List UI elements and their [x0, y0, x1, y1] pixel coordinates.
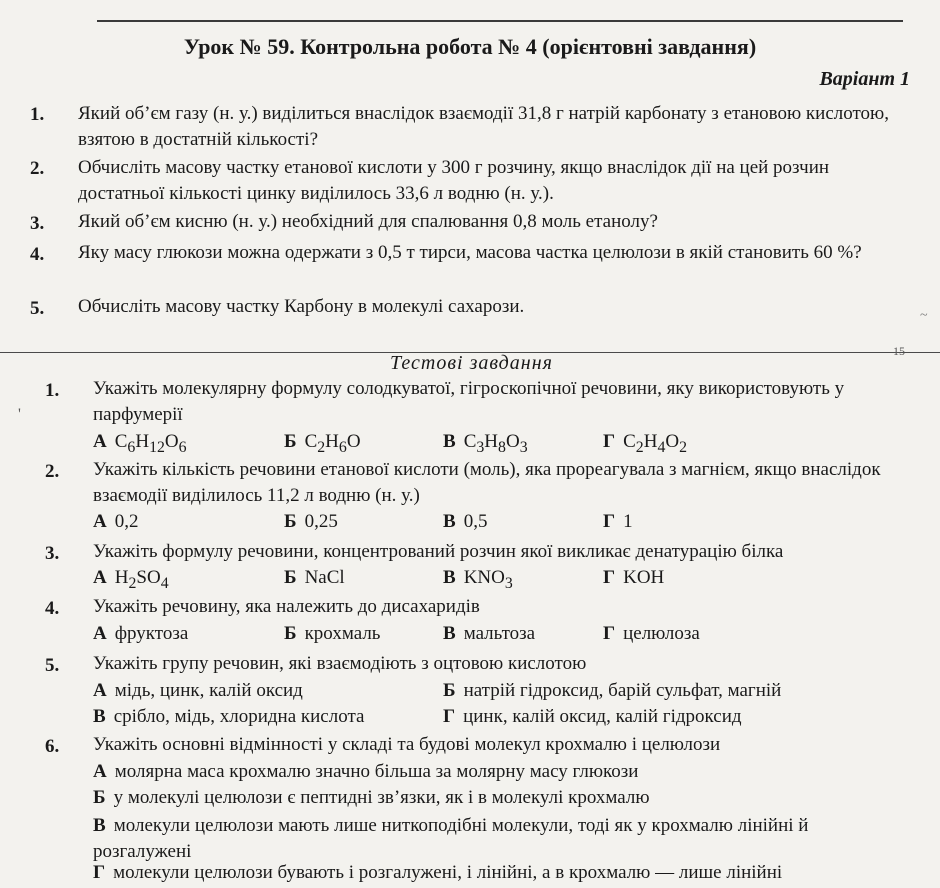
- test-number: 3.: [45, 543, 60, 564]
- test-option: А $C_6H_{12}O_6$: [93, 431, 187, 456]
- task-text: Обчисліть масову частку етанової кислоти у 300 г розчину, якщо внаслідок дії на цей розчин достатньої кількості цинку виділилось 33,6 л водню (н. у.).: [78, 157, 830, 204]
- test-option: В 0,5: [443, 511, 488, 532]
- test-option: Г $C_2H_4O_2$: [603, 431, 688, 456]
- task-number: 5.: [30, 298, 45, 319]
- task-number: 2.: [30, 158, 45, 179]
- task-text: Який об’єм кисню (н. у.) необхідний для спалювання 0,8 моль етанолу?: [78, 211, 658, 232]
- test-question: Укажіть речовину, яка належить до дисахаридів: [93, 596, 480, 617]
- test-question: Укажіть молекулярну формулу солодкуватої, гігроскопічної речовини, яку використовують у парфумерії: [93, 378, 845, 425]
- test-option: Г KOH: [603, 567, 665, 588]
- test-option: А молярна маса крохмалю значно більша за молярну масу глюкози: [93, 761, 639, 782]
- page-number: 15: [893, 344, 905, 358]
- test-option: Г цинк, калій оксид, калій гідроксид: [443, 706, 742, 727]
- test-option: Г целюлоза: [603, 623, 700, 644]
- test-option: А 0,2: [93, 511, 139, 532]
- test-option: Б $C_2H_6O$: [284, 431, 361, 456]
- test-option: В молекули целюлози мають лише ниткоподібні молекули, тоді як у крохмалю лінійні й розгалужені: [93, 815, 809, 862]
- test-number: 5.: [45, 655, 60, 676]
- test-option: А мідь, цинк, калій оксид: [93, 680, 303, 701]
- test-number: 1.: [45, 380, 60, 401]
- test-question: Укажіть групу речовин, які взаємодіють з оцтовою кислотою: [93, 653, 587, 674]
- test-number: 4.: [45, 598, 60, 619]
- top-rule: [97, 20, 903, 22]
- test-option: А фруктоза: [93, 623, 189, 644]
- test-option: В срібло, мідь, хлоридна кислота: [93, 706, 365, 727]
- task-text: Яку масу глюкози можна одержати з 0,5 т тирси, масова частка целюлози в якій становить 60 %?: [78, 242, 862, 263]
- margin-tick: ': [18, 406, 21, 423]
- test-question: Укажіть кількість речовини етанової кислоти (моль), яка прореагувала з магнієм, якщо внаслідок взаємодії виділилось 11,2 л водню (н. у.): [93, 459, 881, 506]
- task-text: Який об’єм газу (н. у.) виділиться внаслідок взаємодії 31,8 г натрій карбонату з етановою кислотою, взятою в достатній кількості?: [78, 103, 889, 150]
- test-question: Укажіть формулу речовини, концентрований розчин якої викликає денатурацію білка: [93, 541, 784, 562]
- task-number: 3.: [30, 213, 45, 234]
- margin-mark: ~: [920, 308, 928, 323]
- test-option: Б NaCl: [284, 567, 345, 588]
- test-option: В $C_3H_8O_3$: [443, 431, 528, 456]
- test-number: 6.: [45, 736, 60, 757]
- tests-heading: Тестові завдання: [390, 352, 553, 374]
- task-text: Обчисліть масову частку Карбону в молекулі сахарози.: [78, 296, 525, 317]
- test-option: Б 0,25: [284, 511, 338, 532]
- test-option: Б крохмаль: [284, 623, 381, 644]
- test-option: Г молекули целюлози бувають і розгалужені, і лінійні, а в крохмалю — лише лінійні: [93, 862, 783, 883]
- test-option: Г 1: [603, 511, 633, 532]
- variant-label: Варіант 1: [819, 68, 910, 90]
- test-option: В мальтоза: [443, 623, 536, 644]
- page-title: Урок № 59. Контрольна робота № 4 (орієнтовні завдання): [183, 34, 757, 59]
- test-question: Укажіть основні відмінності у складі та будові молекул крохмалю і целюлози: [93, 734, 721, 755]
- test-option: Б натрій гідроксид, барій сульфат, магній: [443, 680, 782, 701]
- test-number: 2.: [45, 461, 60, 482]
- test-option: А $H_2SO_4$: [93, 567, 169, 592]
- task-number: 4.: [30, 244, 45, 265]
- test-option: Б у молекулі целюлози є пептидні зв’язки, як і в молекулі крохмалю: [93, 787, 650, 808]
- task-number: 1.: [30, 104, 45, 125]
- test-option: В $KNO_3$: [443, 567, 513, 592]
